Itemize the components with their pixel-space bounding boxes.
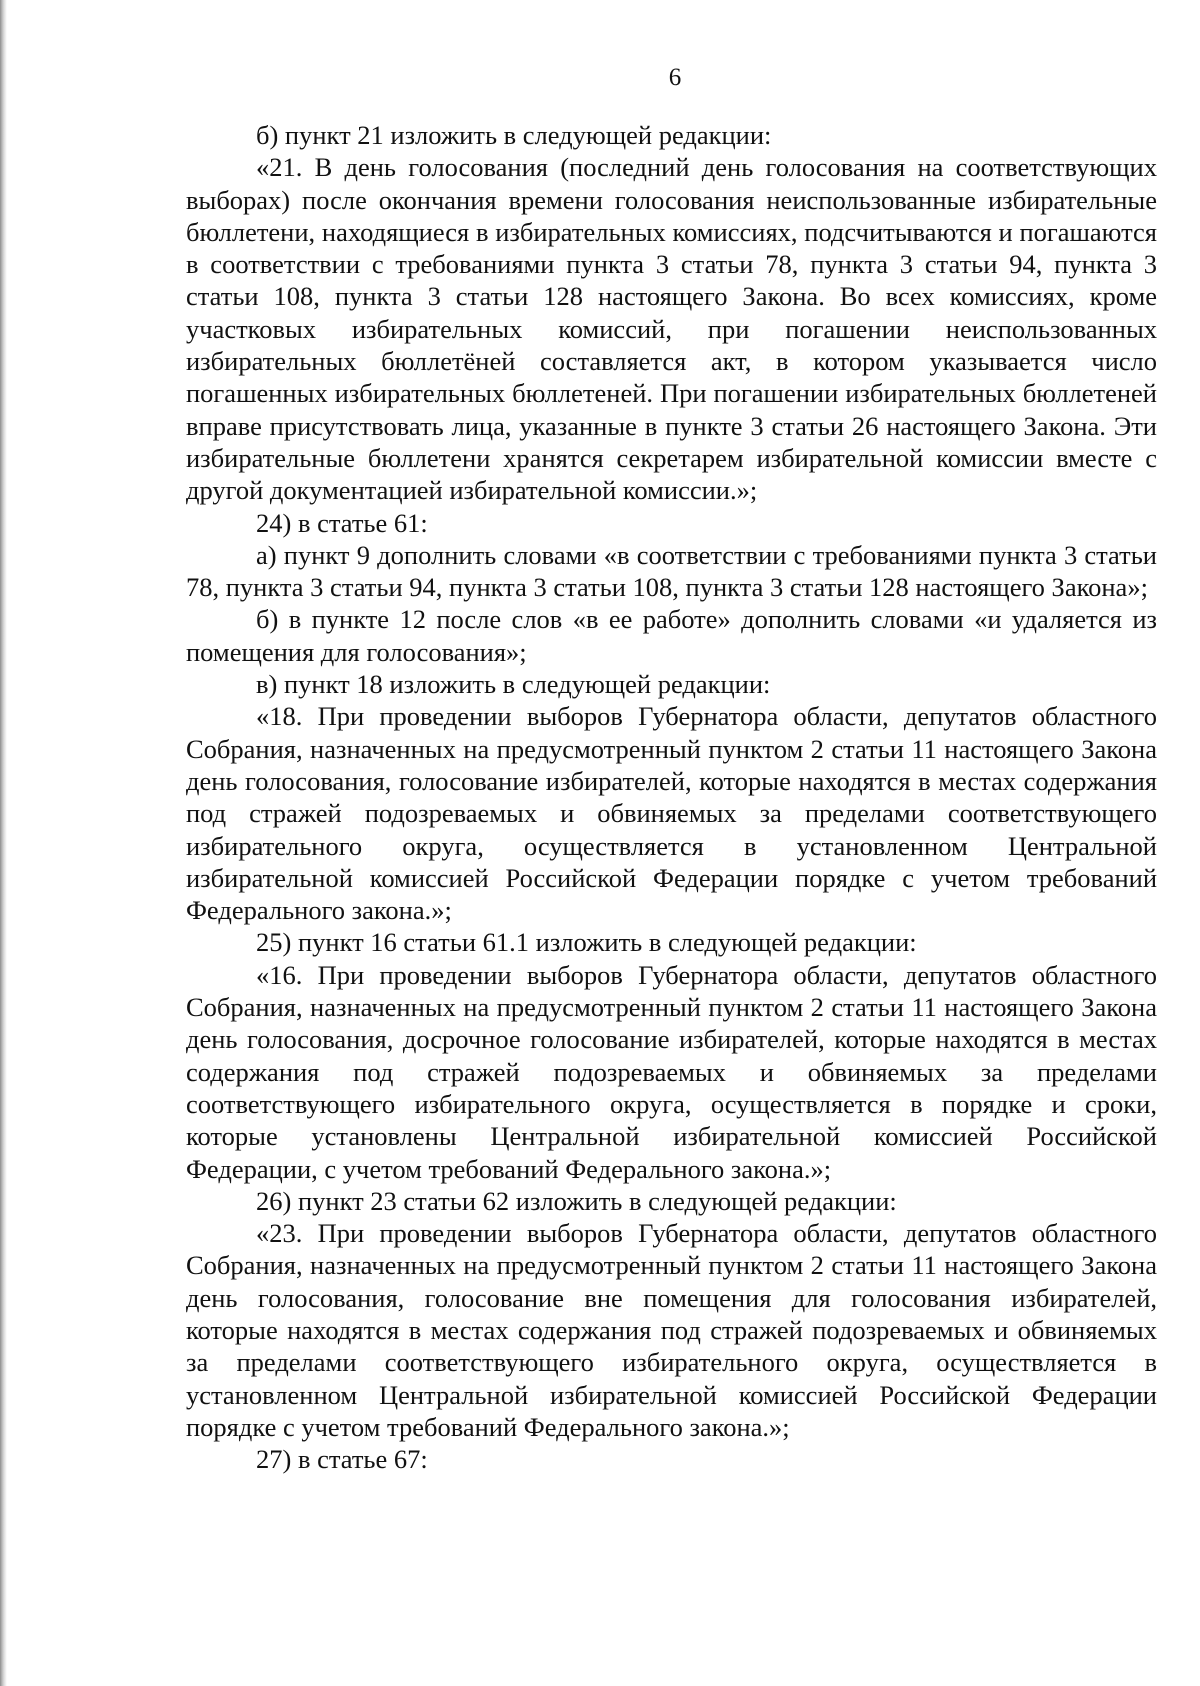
paragraph-point-16-text: «16. При проведении выборов Губернатора области, депутатов областного Собрания, назначенных на предусмотренный пунктом 2 статьи 11 настоящего Закона день голосования, досрочное голосование избирателей, которые находятся в местах содержания под стражей подозреваемых и обвиняемых за пределами соответствующего избирательного округа, осуществляется в порядке и сроки, которые установлены Центральной избирательной комиссией Российской Федерации, с учетом требований Федерального закона.»;	[186, 959, 1157, 1184]
paragraph-v-point-18: в) пункт 18 изложить в следующей редакции:	[256, 669, 771, 700]
paragraph-point-23-text: «23. При проведении выборов Губернатора области, депутатов областного Собрания, назначенных на предусмотренный пунктом 2 статьи 11 настоящего Закона день голосования, голосование вне помещения для голосования избирателей, которые находятся в местах содержания под стражей подозреваемых и обвиняемых за пределами соответствующего избирательного округа, осуществляется в установленном Центральной избирательной комиссией Российской Федерации порядке с учетом требований Федерального закона.»;	[186, 1218, 1157, 1442]
paragraph-point-18-text: «18. При проведении выборов Губернатора области, депутатов областного Собрания, назначенных на предусмотренный пунктом 2 статьи 11 настоящего Закона день голосования, голосование избирателей, которые находятся в местах содержания под стражей подозреваемых и обвиняемых за пределами соответствующего избирательного округа, осуществляется в установленном Центральной избирательной комиссией Российской Федерации порядке с учетом требований Федерального закона.»;	[186, 701, 1157, 926]
paragraph-item-24: 24) в статье 61:	[256, 507, 428, 538]
paragraph-item-25: 25) пункт 16 статьи 61.1 изложить в следующей редакции:	[256, 927, 917, 958]
paragraph-point-21-text: «21. В день голосования (последний день голосования на соответствующих выборах) после окончания времени голосования неиспользованные избирательные бюллетени, находящиеся в избирательных комиссиях, подсчитываются и погашаются в соответствии с требованиями пункта 3 статьи 78, пункта 3 статьи 94, пункта 3 статьи 108, пункта 3 статьи 128 настоящего Закона. Во всех комиссиях, кроме участковых избирательных комиссий, при погашении неиспользованных избирательных бюллетёней составляется акт, в котором указывается число погашенных избирательных бюллетеней. При погашении избирательных бюллетеней вправе присутствовать лица, указанные в пункте 3 статьи 26 настоящего Закона. Эти избирательные бюллетени хранятся секретарем избирательной комиссии вместе с другой документацией избирательной комиссии.»;	[186, 152, 1157, 506]
page-number: 6	[668, 64, 682, 91]
scan-edge-shadow	[0, 0, 7, 1686]
paragraph-item-27: 27) в статье 67:	[256, 1444, 428, 1475]
document-body	[186, 119, 1157, 1475]
paragraph-b-point-21: б) пункт 21 изложить в следующей редакции:	[256, 120, 772, 150]
paragraph-b-point-12: б) в пункте 12 после слов «в ее работе» дополнить словами «и удаляется из помещения для голосования»;	[186, 604, 1157, 667]
paragraph-a-point-9: а) пункт 9 дополнить словами «в соответствии с требованиями пункта 3 статьи 78, пункта 3 статьи 94, пункта 3 статьи 108, пункта 3 статьи 128 настоящего Закона»;	[186, 539, 1157, 603]
paragraph-item-26: 26) пункт 23 статьи 62 изложить в следующей редакции:	[256, 1185, 897, 1216]
